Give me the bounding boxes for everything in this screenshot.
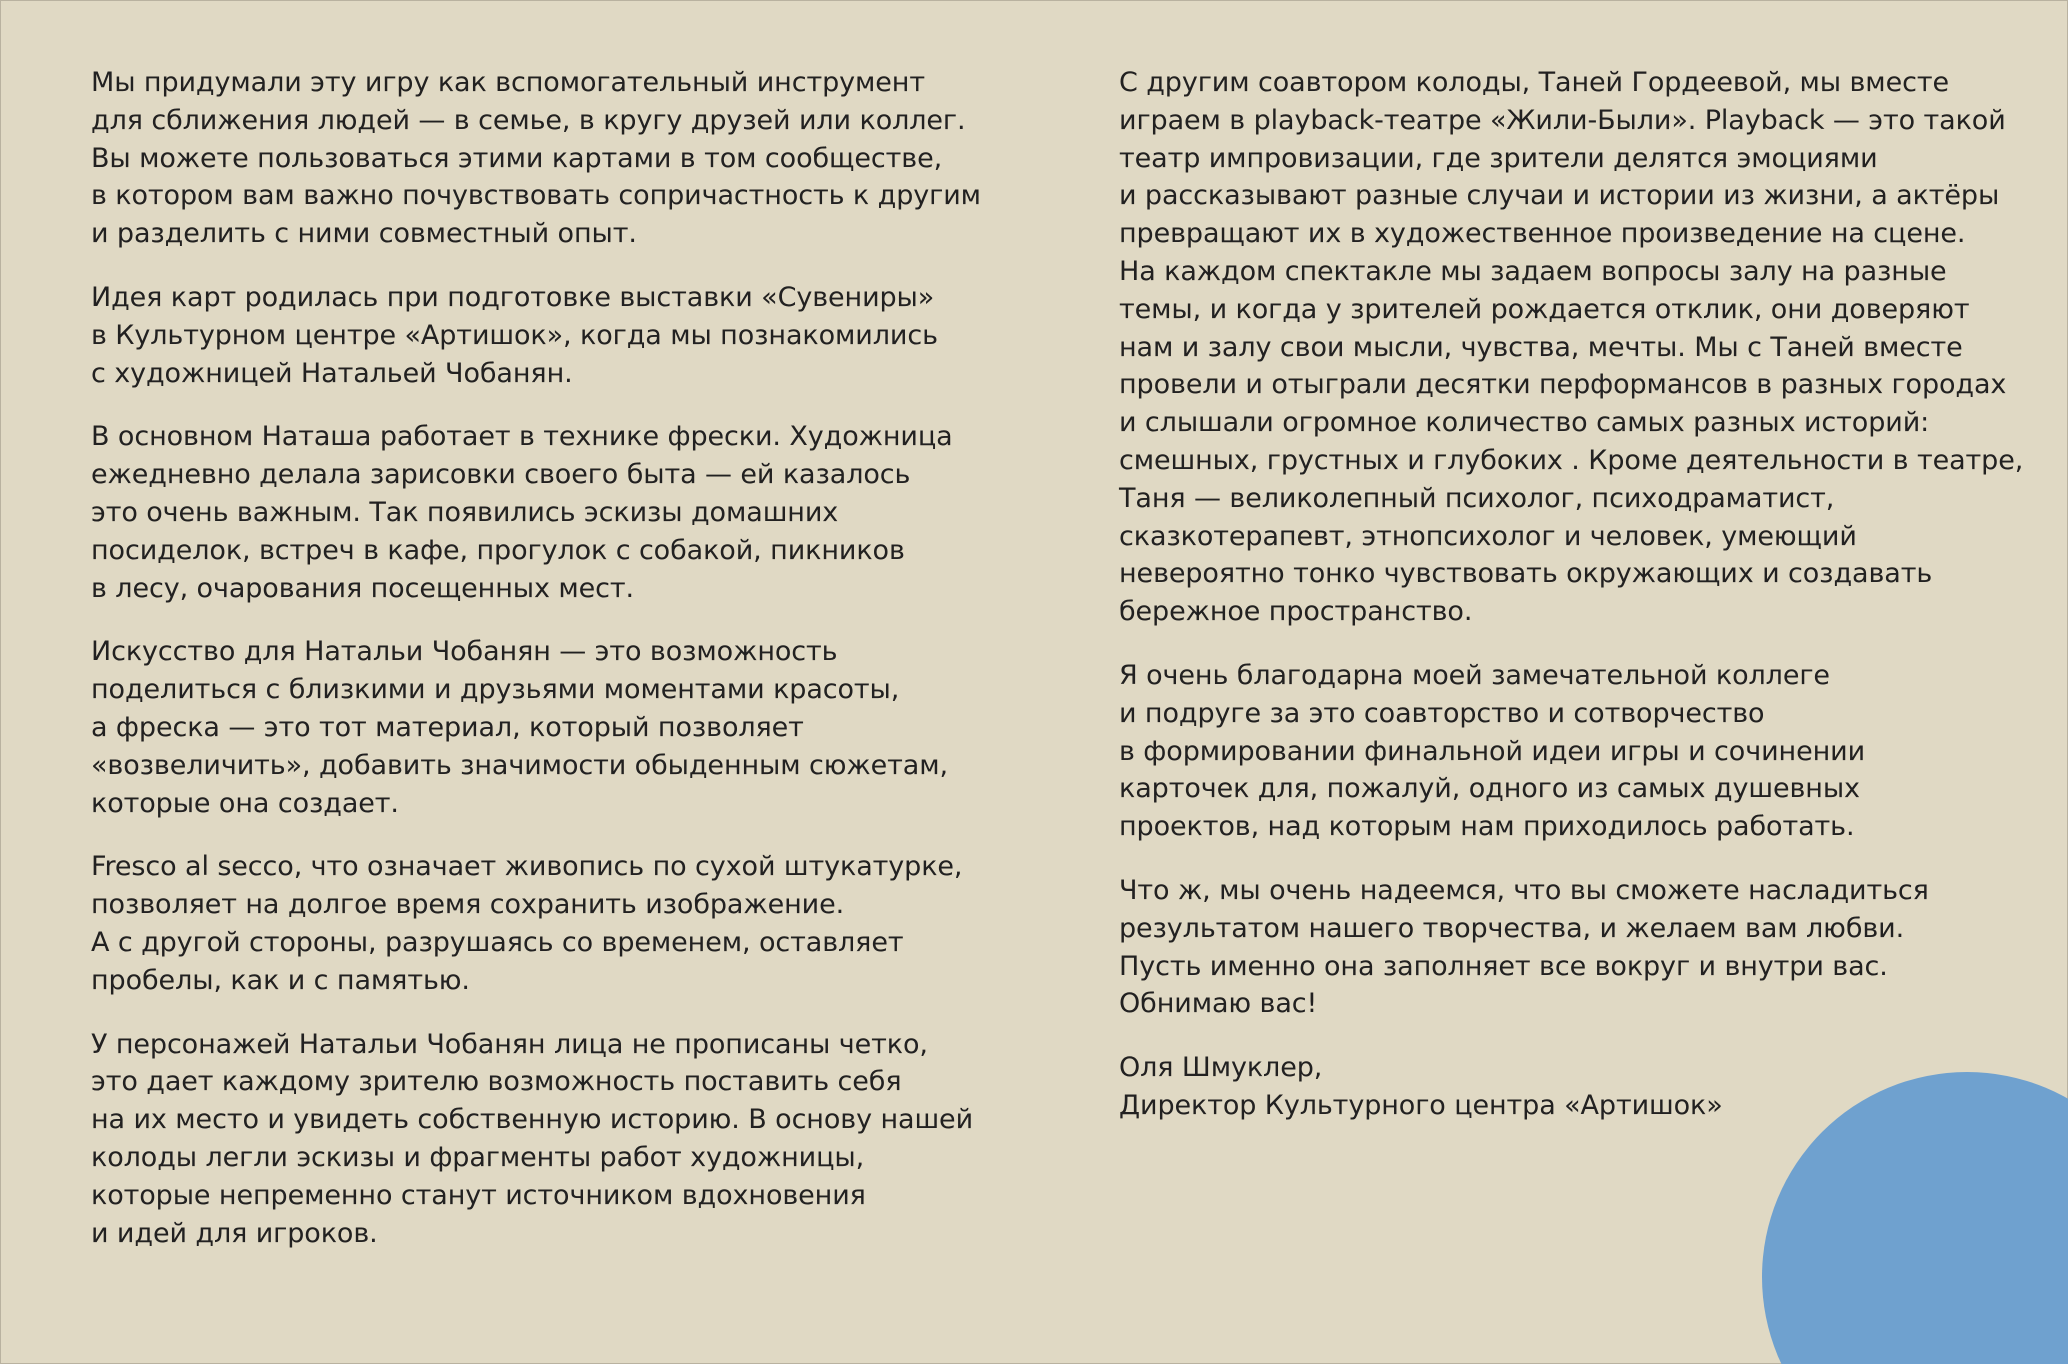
text-line: и идей для игроков. (91, 1217, 378, 1249)
text-line: Обнимаю вас! (1119, 988, 1318, 1020)
text-line: и слышали огромное количество самых разных историй: (1119, 407, 1930, 439)
text-line: смешных, грустных и глубоких . Кроме деятельности в театре, (1119, 444, 2024, 476)
text-line: В основном Наташа работает в технике фрески. Художница (91, 421, 953, 453)
text-line: в формировании финальной идеи игры и сочинении (1119, 735, 1866, 767)
text-line: А с другой стороны, разрушаясь со временем, оставляет (91, 926, 904, 958)
text-line: Мы придумали эту игру как вспомогательный инструмент (91, 67, 925, 98)
text-line: Искусство для Натальи Чобанян — это возможность (91, 636, 838, 668)
text-line: это дает каждому зрителю возможность поставить себя (91, 1066, 902, 1098)
paragraph (1119, 64, 2024, 631)
text-line: в лесу, очарования посещенных мест. (91, 572, 634, 604)
left-text-column (91, 64, 981, 1278)
text-line: Вы можете пользоваться этими картами в том сообществе, (91, 142, 943, 174)
text-line: и рассказывают разные случаи и истории из жизни, а актёры (1119, 180, 2000, 212)
paragraph (1119, 872, 1999, 1023)
paragraph (1119, 657, 1999, 846)
text-line: театр импровизации, где зрители делятся эмоциями (1119, 142, 1878, 174)
text-line: проектов, над которым нам приходилось работать. (1119, 811, 1855, 843)
text-line: в котором вам важно почувствовать сопричастность к другим (91, 180, 981, 212)
text-line: колоды легли эскизы и фрагменты работ художницы, (91, 1141, 865, 1173)
text-line: которые непременно станут источником вдохновения (91, 1179, 866, 1211)
text-line: это очень важным. Так появились эскизы домашних (91, 496, 839, 528)
text-line: Я очень благодарна моей замечательной коллеге (1119, 659, 1830, 691)
text-line: играем в playback-театре «Жили-Были». Playback — это такой (1119, 104, 2006, 136)
text-line: На каждом спектакле мы задаем вопросы залу на разные (1119, 255, 1947, 287)
text-line: невероятно тонко чувствовать окружающих и создавать (1119, 558, 1933, 590)
text-line: в Культурном центре «Артишок», когда мы познакомились (91, 319, 938, 351)
text-line: поделиться с близкими и друзьями моментами красоты, (91, 674, 900, 706)
text-line: Идея карт родилась при подготовке выставки «Сувениры» (91, 281, 935, 313)
text-line: Таня — великолепный психолог, психодраматист, (1119, 482, 1835, 514)
text-line: позволяет на долгое время сохранить изображение. (91, 889, 845, 921)
text-line: карточек для, пожалуй, одного из самых душевных (1119, 773, 1860, 805)
text-line: нам и залу свои мысли, чувства, мечты. Мы с Таней вместе (1119, 331, 1963, 363)
signature-name: Оля Шмуклер, (1119, 1052, 1323, 1084)
text-line: результатом нашего творчества, и желаем вам любви. (1119, 912, 1905, 944)
paragraph (91, 848, 963, 999)
text-line: для сближения людей — в семье, в кругу друзей или коллег. (91, 104, 966, 136)
text-line: с художницей Натальей Чобанян. (91, 357, 573, 389)
text-line: ежедневно делала зарисовки своего быта — ей казалось (91, 459, 911, 491)
paragraph (91, 64, 981, 253)
text-line: которые она создает. (91, 787, 399, 819)
text-line: Что ж, мы очень надеемся, что вы сможете насладиться (1119, 874, 1929, 906)
text-line: и подруге за это соавторство и сотворчество (1119, 697, 1765, 729)
paragraph (91, 279, 951, 392)
text-line: на их место и увидеть собственную историю. В основу нашей (91, 1104, 974, 1136)
text-line: а фреска — это тот материал, который позволяет (91, 711, 804, 743)
text-line: превращают их в художественное произведение на сцене. (1119, 218, 1966, 250)
text-line: посиделок, встреч в кафе, прогулок с собакой, пикников (91, 534, 905, 566)
text-line: и разделить с ними совместный опыт. (91, 218, 637, 250)
text-line: бережное пространство. (1119, 596, 1473, 628)
paragraph (91, 418, 951, 607)
text-line: темы, и когда у зрителей рождается отклик, они доверяют (1119, 293, 1970, 325)
text-line: сказкотерапевт, этнопсихолог и человек, умеющий (1119, 520, 1857, 552)
text-line: пробелы, как и с памятью. (91, 964, 470, 996)
paragraph (91, 633, 951, 822)
paragraph (91, 1026, 974, 1253)
text-line: Пусть именно она заполняет все вокруг и внутри вас. (1119, 950, 1888, 982)
text-line: У персонажей Натальи Чобанян лица не прописаны четко, (91, 1028, 928, 1060)
text-line: С другим соавтором колоды, Таней Гордеевой, мы вместе (1119, 67, 1949, 98)
text-line: «возвеличить», добавить значимости обыденным сюжетам, (91, 749, 948, 781)
right-text-column (1119, 64, 2024, 1151)
signature-title: Директор Культурного центра «Артишок» (1119, 1089, 1723, 1121)
text-line: Fresco al secco, что означает живопись по сухой штукатурке, (91, 851, 963, 883)
text-line: провели и отыграли десятки перформансов в разных городах (1119, 369, 2007, 401)
